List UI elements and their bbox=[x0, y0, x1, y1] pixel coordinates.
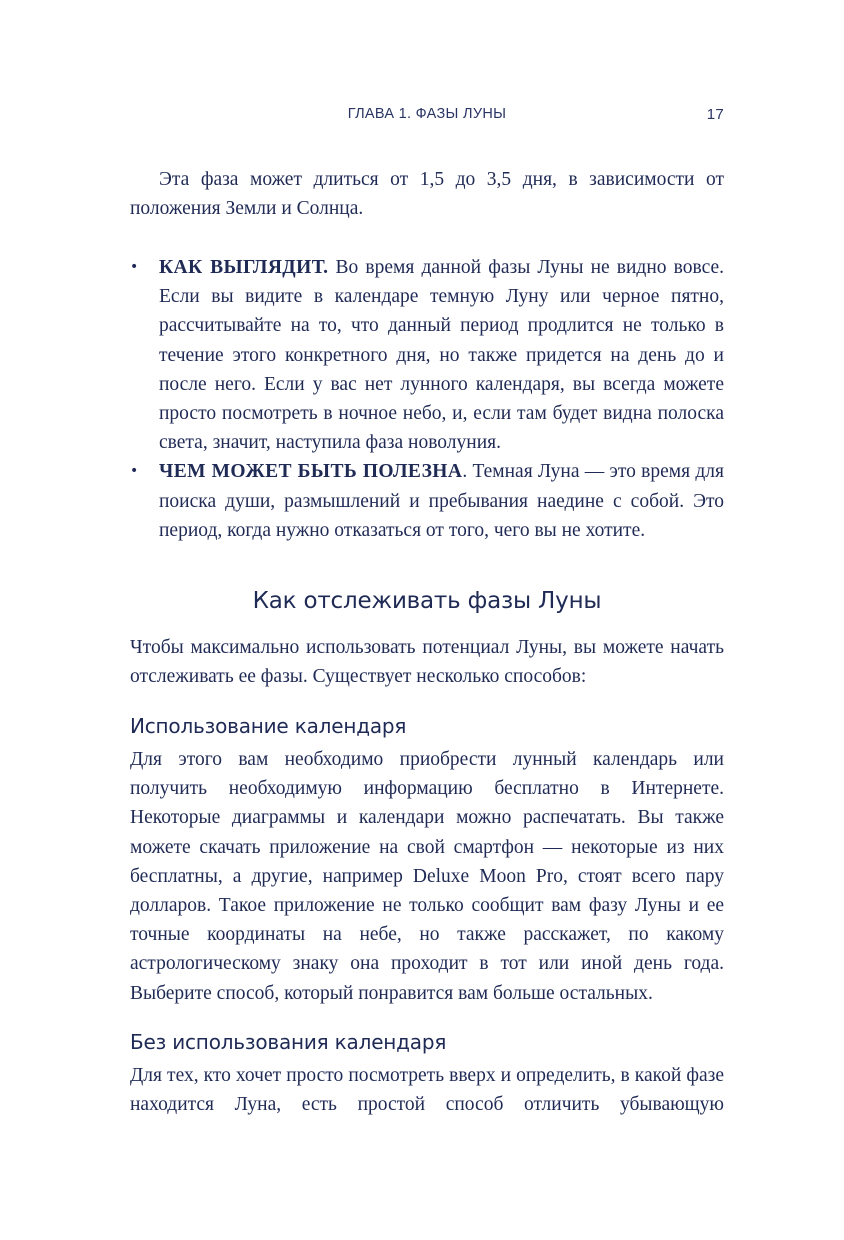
bullet-lead-appearance: КАК ВЫГЛЯДИТ. bbox=[159, 257, 329, 278]
bullet-item-usefulness bbox=[130, 457, 724, 545]
calendar-paragraph: Для этого вам необходимо приобрести лунный календарь или получить необходимую информацию бесплатно в Интернете. Некоторые диаграммы и календари можно распечатать. Вы также можете скачать приложение на свой смартфон — некоторые из них бесплатны, а другие, например Deluxe Moon Pro, стоят всего пару долларов. Такое приложение не только сообщит вам фазу Луны и ее точные координаты на небе, но также расскажет, по какому астрологическому знаку она проходит в тот или иной день года. Выберите способ, который понравится вам больше остальных. bbox=[130, 749, 724, 1004]
bullet-text-appearance: Во время данной фазы Луны не видно вовсе. Если вы видите в календаре темную Луну или черное пятно, рассчитывайте на то, что данный период продлится не только в течение этого конкретного дня, но также придется на день до и после него. Если у вас нет лунного календаря, вы всегда можете просто посмотреть в ночное небо, и, если там будет видна полоска света, значит, наступила фаза новолуния. bbox=[159, 257, 724, 454]
bullet-item-appearance bbox=[130, 253, 724, 457]
bullet-text-usefulness: . Темная Луна — это время для поиска души, размышлений и пребывания наедине с собой. Это период, когда нужно отказаться от того, чего вы не хотите. bbox=[159, 461, 724, 541]
bullet-dot-icon: • bbox=[130, 463, 139, 480]
page-number: 17 bbox=[706, 106, 724, 123]
bullet-dot-icon: • bbox=[130, 259, 139, 275]
subsection-heading-no-calendar: Без использования календаря bbox=[130, 1030, 447, 1054]
section-heading: Как отслеживать фазы Луны bbox=[252, 588, 602, 614]
running-header bbox=[130, 106, 724, 128]
no-calendar-paragraph: Для тех, кто хочет просто посмотреть вверх и определить, в какой фазе находится Луна, есть простой способ отличить убывающую bbox=[130, 1065, 724, 1116]
section-paragraph: Чтобы максимально использовать потенциал Луны, вы можете начать отслеживать ее фазы. Существует несколько способов: bbox=[130, 637, 724, 688]
bullet-lead-usefulness: ЧЕМ МОЖЕТ БЫТЬ ПОЛЕЗНА bbox=[159, 461, 463, 483]
intro-paragraph: Эта фаза может длиться от 1,5 до 3,5 дня, в зависимости от положения Земли и Солнца. bbox=[130, 169, 724, 220]
subsection-heading-calendar: Использование календаря bbox=[130, 714, 407, 738]
bullet-list bbox=[130, 253, 724, 545]
chapter-title: ГЛАВА 1. ФАЗЫ ЛУНЫ bbox=[347, 106, 507, 122]
